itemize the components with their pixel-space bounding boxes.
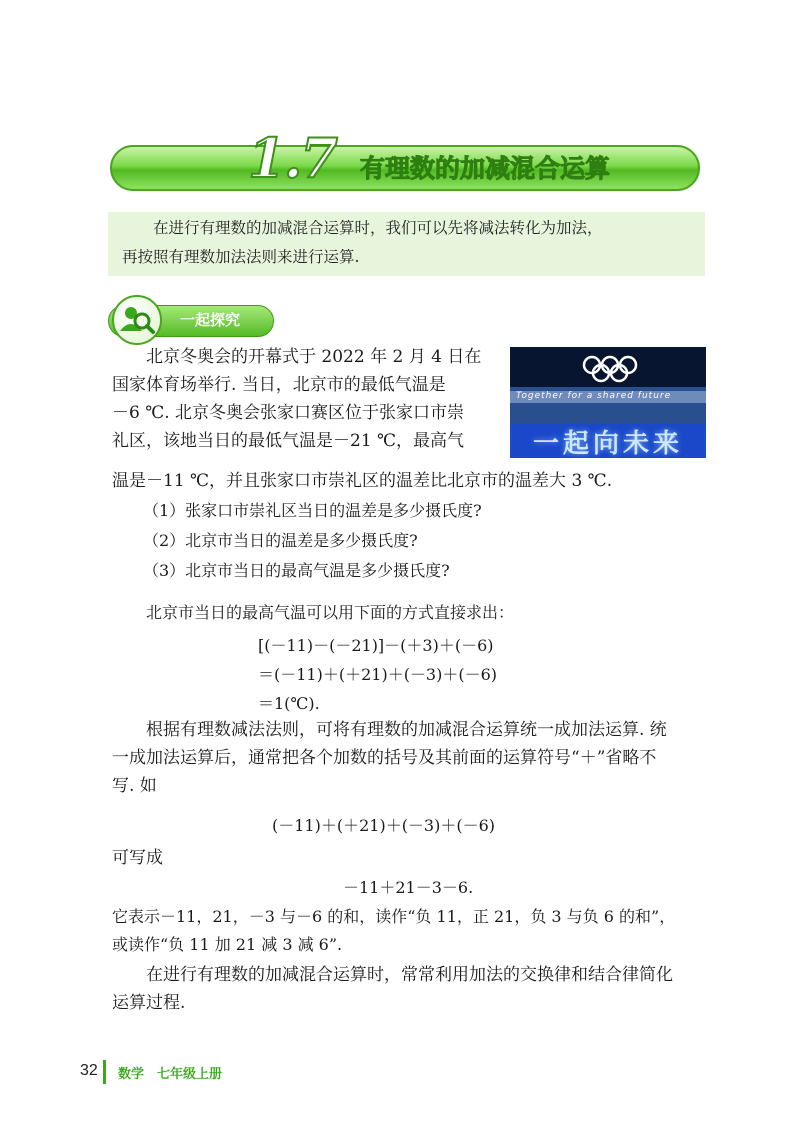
meaning-line-2: 或读作“负 11 加 21 减 3 减 6”. xyxy=(112,935,343,954)
section-title: 有理数的加减混合运算 xyxy=(360,154,611,183)
people-search-icon xyxy=(112,295,162,345)
problem-line-3: －6 ℃. 北京冬奥会张家口赛区位于张家口市崇 xyxy=(112,403,465,423)
formula-line-3: ＝1(℃). xyxy=(258,694,320,713)
question-2: （2）北京市当日的温差是多少摄氏度? xyxy=(143,531,418,550)
solution-intro: 北京市当日的最高气温可以用下面的方式直接求出： xyxy=(146,603,515,622)
problem-line-2: 国家体育场举行. 当日，北京市的最低气温是 xyxy=(112,375,446,395)
rule-line-1: 根据有理数减法法则，可将有理数的加减混合运算统一成加法运算. 统 xyxy=(146,720,667,740)
example-expression: (－11)＋(＋21)＋(－3)＋(－6) xyxy=(272,816,496,835)
intro-text xyxy=(122,214,697,272)
photo-caption-small: Together for a shared future xyxy=(516,391,672,401)
meaning-paragraph xyxy=(112,903,732,959)
closing-paragraph xyxy=(112,961,732,1017)
problem-line-4: 礼区，该地当日的最低气温是－21 ℃，最高气 xyxy=(112,431,465,451)
formula-line-1: [(－11)－(－21)]－(＋3)＋(－6) xyxy=(258,636,494,655)
rule-line-3: 写. 如 xyxy=(112,776,157,796)
page-number: 32 xyxy=(80,1062,98,1079)
rule-paragraph xyxy=(112,716,722,800)
problem-paragraph xyxy=(112,343,507,455)
write-as-label: 可写成 xyxy=(112,848,163,868)
explore-label: 一起探究 xyxy=(180,311,241,329)
olympics-photo xyxy=(510,347,706,458)
question-3: （3）北京市当日的最高气温是多少摄氏度? xyxy=(143,561,450,580)
rule-line-2: 一成加法运算后，通常把各个加数的括号及其前面的运算符号“＋”省略不 xyxy=(112,748,657,768)
photo-caption-big: 一起向未来 xyxy=(532,429,683,458)
footer-book-title: 数学 七年级上册 xyxy=(118,1067,223,1082)
section-number: 1.7 xyxy=(248,126,336,190)
question-1: （1）张家口市崇礼区当日的温差是多少摄氏度? xyxy=(143,501,482,520)
intro-line-1: 在进行有理数的加减混合运算时，我们可以先将减法转化为加法， xyxy=(153,219,603,237)
problem-line-1: 北京冬奥会的开幕式于 2022 年 2 月 4 日在 xyxy=(146,347,482,367)
closing-line-2: 运算过程. xyxy=(112,993,186,1013)
formula-line-2: ＝(－11)＋(＋21)＋(－3)＋(－6) xyxy=(258,665,498,684)
meaning-line-1: 它表示－11，21，－3 与－6 的和，读作“负 11，正 21，负 3 与负 6 的和”， xyxy=(112,907,676,926)
intro-line-2: 再按照有理数加法法则来进行运算. xyxy=(122,248,360,266)
problem-line-5: 温是－11 ℃，并且张家口市崇礼区的温差比北京市的温差大 3 ℃. xyxy=(112,471,613,491)
short-form-expression: －11＋21－3－6. xyxy=(343,878,474,897)
footer-divider xyxy=(103,1060,106,1084)
closing-line-1: 在进行有理数的加减混合运算时，常常利用加法的交换律和结合律简化 xyxy=(146,965,673,985)
